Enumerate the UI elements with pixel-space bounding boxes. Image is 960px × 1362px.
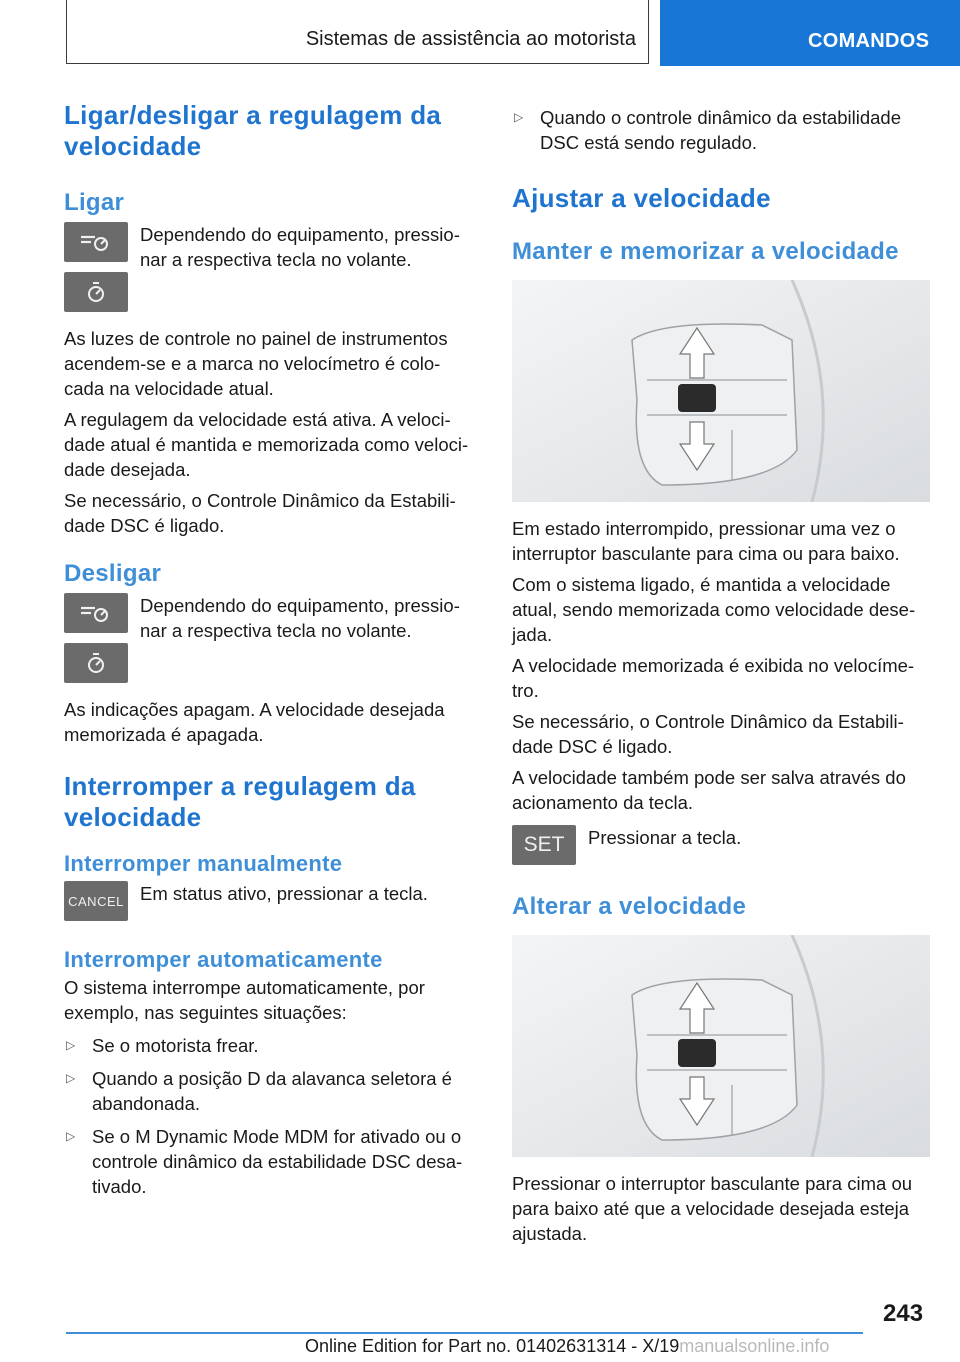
on-paragraph-2: A regulagem da velocidade está ativa. A veloci‐dade atual é mantida e memorizada como veloci‐dade desejada. xyxy=(64,409,469,480)
limiter-key xyxy=(64,643,128,683)
keep-paragraph-4: Se necessário, o Controle Dinâmico da Estabili‐dade DSC é ligado. xyxy=(512,711,904,757)
heading-adjust: Ajustar a velocidade xyxy=(512,183,771,213)
steering-wheel-speed-icon xyxy=(79,232,113,252)
footer-edition xyxy=(305,1336,829,1357)
off-desc: Dependendo do equipamento, pressio‐nar a respectiva tecla no volante. xyxy=(140,595,460,641)
set-key xyxy=(512,825,576,865)
heading-on: Ligar xyxy=(64,189,125,216)
heading-manual: Interromper manualmente xyxy=(64,851,343,876)
cancel-key xyxy=(64,881,128,921)
keep-paragraph-1: Em estado interrompido, pressionar uma vez o interruptor basculante para cima ou para baixo. xyxy=(512,518,900,564)
keep-paragraph-3: A velocidade memorizada é exibida no velocíme‐tro. xyxy=(512,655,915,701)
cancel-row xyxy=(64,881,478,931)
on-paragraph-3: Se necessário, o Controle Dinâmico da Estabili‐dade DSC é ligado. xyxy=(64,490,456,536)
cruise-key xyxy=(64,222,128,262)
on-keys-row xyxy=(64,222,478,322)
edition-text: Online Edition for Part no. 01402631314 - X/19 xyxy=(305,1336,680,1356)
watermark-brand: manualsonline.info xyxy=(679,1336,830,1356)
heading-interrupt: Interromper a regulagem da velocidade xyxy=(64,771,416,832)
limiter-key xyxy=(64,272,128,312)
keep-paragraph-5: A velocidade também pode ser salva através do acionamento da tecla. xyxy=(512,767,906,813)
bullet-triangle-icon: ▷ xyxy=(66,1129,76,1143)
right-column xyxy=(512,100,930,1246)
chapter-tab[interactable] xyxy=(660,0,960,66)
off-keys-row xyxy=(64,593,478,693)
change-paragraph-1: Pressionar o interruptor basculante para cima ou para baixo até que a velocidade desejada esteja ajustada. xyxy=(512,1173,913,1244)
list-item: ▷ Se o motorista frear. xyxy=(66,1035,259,1056)
on-paragraph-1: As luzes de controle no painel de instrumentos acendem-se e a marca no velocímetro é colo‐cada na velocidade atual. xyxy=(64,328,448,399)
manual-desc: Em status ativo, pressionar a tecla. xyxy=(140,883,428,904)
bullet-triangle-icon: ▷ xyxy=(514,110,524,124)
keep-paragraph-2: Com o sistema ligado, é mantida a velocidade atual, sendo memorizada como velocidade dese‐jada. xyxy=(512,574,916,645)
footer-divider xyxy=(66,1332,863,1334)
continued-list xyxy=(512,105,930,155)
list-item: ▷ Quando o controle dinâmico da estabilidade DSC está sendo regulado. xyxy=(514,107,901,153)
speed-limiter-icon xyxy=(84,280,108,304)
set-row xyxy=(512,825,930,875)
list-item: ▷ Se o M Dynamic Mode MDM for ativado ou o controle dinâmico da estabilidade DSC desa‐tivado. xyxy=(66,1126,463,1197)
bullet-triangle-icon: ▷ xyxy=(66,1071,76,1085)
off-paragraph-1: As indicações apagam. A velocidade desejada memorizada é apagada. xyxy=(64,699,445,745)
chapter-tab-label: COMANDOS xyxy=(808,30,930,52)
list-item: ▷ Quando a posição D da alavanca seletora é abandonada. xyxy=(66,1068,452,1114)
cruise-key xyxy=(64,593,128,633)
heading-keep: Manter e memorizar a velocidade xyxy=(512,238,899,265)
section-title: Sistemas de assistência ao motorista xyxy=(305,28,636,50)
steering-wheel-photo-2 xyxy=(512,935,930,1157)
steering-wheel-speed-icon xyxy=(79,603,113,623)
cancel-key-label: CANCEL xyxy=(68,893,124,909)
header-box xyxy=(66,0,649,64)
bullet-triangle-icon: ▷ xyxy=(66,1038,76,1052)
speed-limiter-icon xyxy=(84,651,108,675)
set-key-label: SET xyxy=(523,833,565,856)
steering-wheel-photo-1 xyxy=(512,280,930,502)
set-desc: Pressionar a tecla. xyxy=(588,827,742,848)
heading-switch: Ligar/desligar a regulagem da velocidade xyxy=(64,100,442,161)
left-column xyxy=(64,100,478,1199)
page-number: 243 xyxy=(883,1300,924,1327)
on-desc: Dependendo do equipamento, pressio‐nar a respectiva tecla no volante. xyxy=(140,224,460,270)
auto-list xyxy=(64,1033,478,1199)
heading-auto: Interromper automaticamente xyxy=(64,947,383,972)
auto-intro: O sistema interrompe automaticamente, por exemplo, nas seguintes situações: xyxy=(64,977,425,1023)
heading-change: Alterar a velocidade xyxy=(512,893,747,920)
heading-off: Desligar xyxy=(64,560,162,587)
